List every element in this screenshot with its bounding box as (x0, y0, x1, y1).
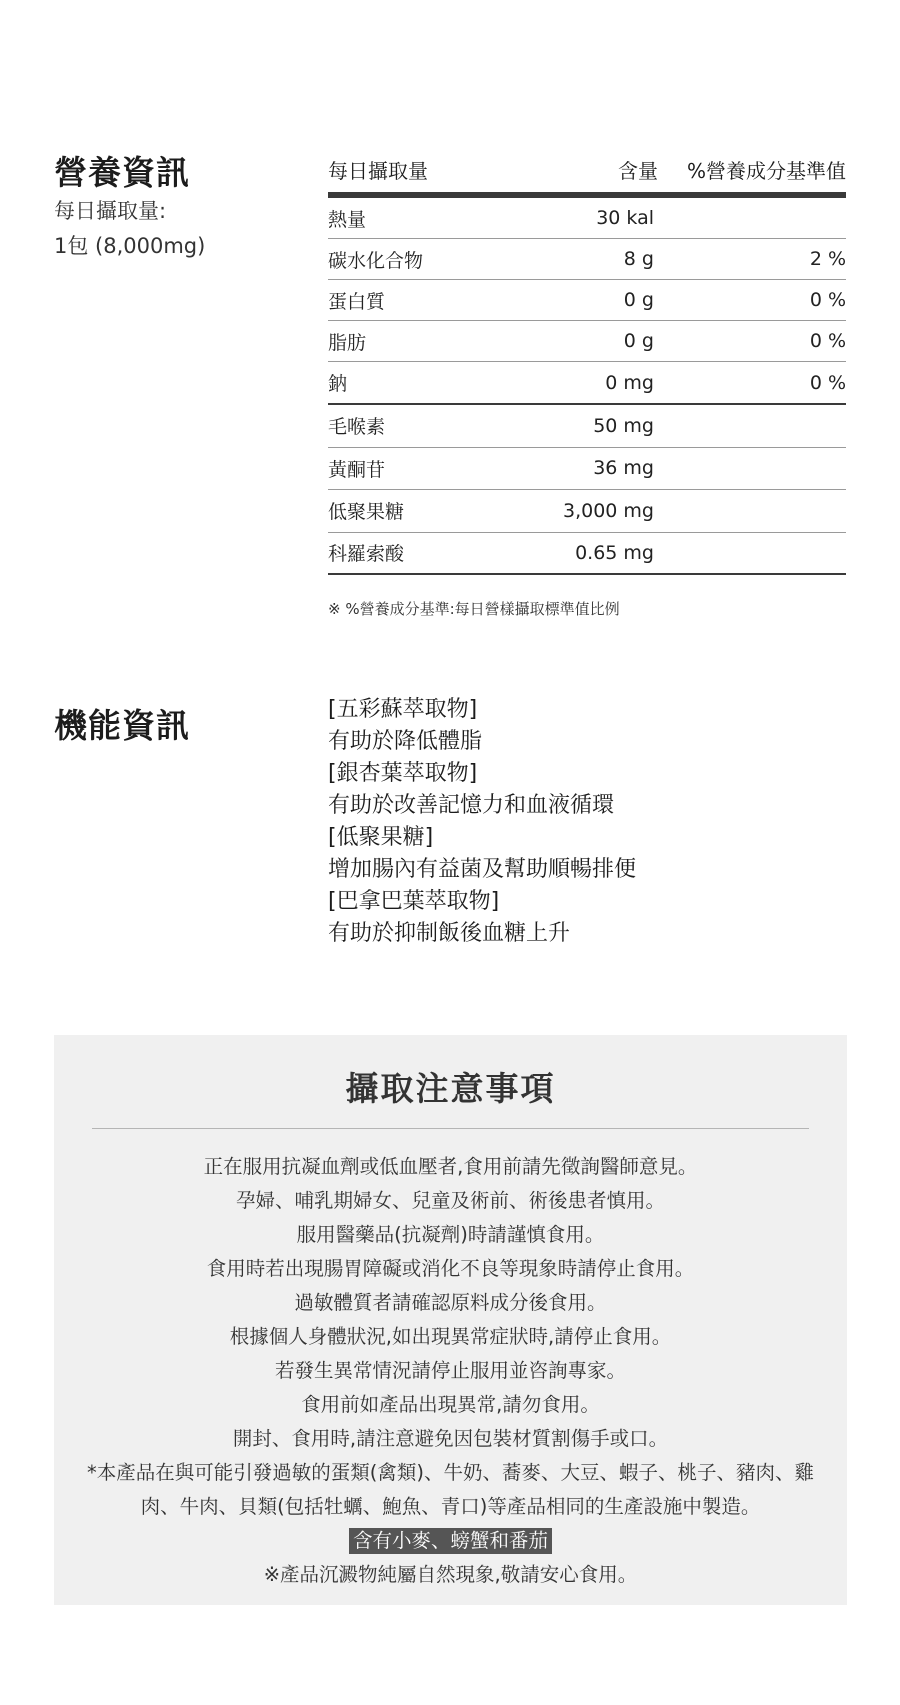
caution-divider (92, 1128, 809, 1129)
row-name: 毛喉素 (328, 416, 386, 439)
function-line: 有助於降低體脂 (328, 729, 483, 754)
nutrition-table (328, 148, 846, 575)
row-name: 黃酮苷 (328, 458, 386, 481)
header-daily-intake: 每日攝取量 (328, 158, 428, 183)
table-row (328, 362, 846, 403)
row-amount: 0 mg (605, 371, 654, 394)
function-line: [五彩蘇萃取物] (328, 697, 478, 722)
caution-line: 孕婦、哺乳期婦女、兒童及術前、術後患者慎用。 (235, 1189, 665, 1212)
row-name: 蛋白質 (328, 290, 386, 313)
function-list (328, 694, 636, 950)
table-row (328, 280, 846, 321)
row-amount: 30 kal (596, 207, 654, 229)
row-amount: 36 mg (593, 457, 654, 480)
table-row (328, 448, 846, 491)
row-percent: 2 % (809, 248, 846, 270)
nutrition-title: 營養資訊 (54, 153, 190, 192)
caution-line: 若發生異常情況請停止服用並咨詢專家。 (274, 1359, 626, 1382)
caution-line: 肉、牛肉、貝類(包括牡蠣、鮑魚、青口)等產品相同的生產設施中製造。 (140, 1495, 761, 1518)
caution-line: 服用醫藥品(抗凝劑)時請謹慎食用。 (296, 1223, 605, 1246)
table-row (328, 198, 846, 239)
function-line: [低聚果糖] (328, 825, 434, 850)
header-amount: 含量 (618, 158, 658, 183)
table-row (328, 405, 846, 448)
row-name: 鈉 (328, 373, 348, 395)
row-amount: 8 g (623, 248, 654, 270)
caution-line: 食用前如產品出現異常,請勿食用。 (301, 1393, 600, 1416)
table-row (328, 490, 846, 533)
caution-box (54, 1035, 847, 1605)
row-amount: 0.65 mg (575, 541, 654, 564)
function-line: 有助於改善記憶力和血液循環 (328, 793, 615, 818)
caution-line: 根據個人身體狀況,如出現異常症狀時,請停止食用。 (229, 1325, 672, 1348)
row-percent: 0 % (809, 371, 846, 394)
table-row (328, 533, 846, 576)
nutrition-note: ※ %營養成分基準:每日營樣攝取標準值比例 (328, 600, 620, 618)
caution-title: 攝取注意事項 (345, 1069, 556, 1108)
caution-line: *本產品在與可能引發過敏的蛋類(禽類)、牛奶、蕎麥、大豆、蝦子、桃子、豬肉、雞 (87, 1461, 814, 1484)
caution-footer: ※產品沉澱物純屬自然現象,敬請安心食用。 (263, 1563, 638, 1586)
table-row (328, 239, 846, 280)
caution-line: 食用時若出現腸胃障礙或消化不良等現象時請停止食用。 (206, 1257, 695, 1280)
row-percent: 0 % (809, 330, 846, 352)
serving-value: 1包 (8,000mg) (54, 234, 206, 258)
row-name: 碳水化合物 (328, 249, 424, 272)
row-name: 熱量 (328, 208, 367, 231)
allergen-highlight: 含有小麥、螃蟹和番茄 (349, 1528, 552, 1554)
row-amount: 0 g (623, 289, 654, 311)
row-name: 低聚果糖 (328, 501, 405, 524)
table-row (328, 321, 846, 362)
row-percent: 0 % (809, 289, 846, 311)
function-line: [巴拿巴葉萃取物] (328, 889, 500, 914)
function-line: [銀杏葉萃取物] (328, 761, 478, 786)
header-percent: %營養成分基準值 (686, 158, 846, 183)
caution-line: 過敏體質者請確認原料成分後食用。 (294, 1291, 607, 1314)
row-amount: 50 mg (593, 414, 654, 437)
caution-line: 正在服用抗凝血劑或低血壓者,食用前請先徵詢醫師意見。 (203, 1155, 698, 1178)
row-amount: 3,000 mg (562, 499, 654, 522)
function-line: 有助於抑制飯後血糖上升 (328, 921, 571, 946)
row-name: 脂肪 (328, 331, 367, 354)
caution-list (54, 1150, 847, 1592)
row-amount: 0 g (623, 330, 654, 352)
function-title: 機能資訊 (54, 706, 190, 745)
caution-line: 開封、食用時,請注意避免因包裝材質割傷手或口。 (232, 1427, 669, 1450)
nutrition-table-header (328, 148, 846, 190)
row-name: 科羅索酸 (328, 543, 405, 566)
function-line: 增加腸內有益菌及幫助順暢排便 (328, 857, 637, 882)
serving-label: 每日攝取量: (54, 199, 167, 223)
allergen-highlight-row (54, 1524, 847, 1558)
